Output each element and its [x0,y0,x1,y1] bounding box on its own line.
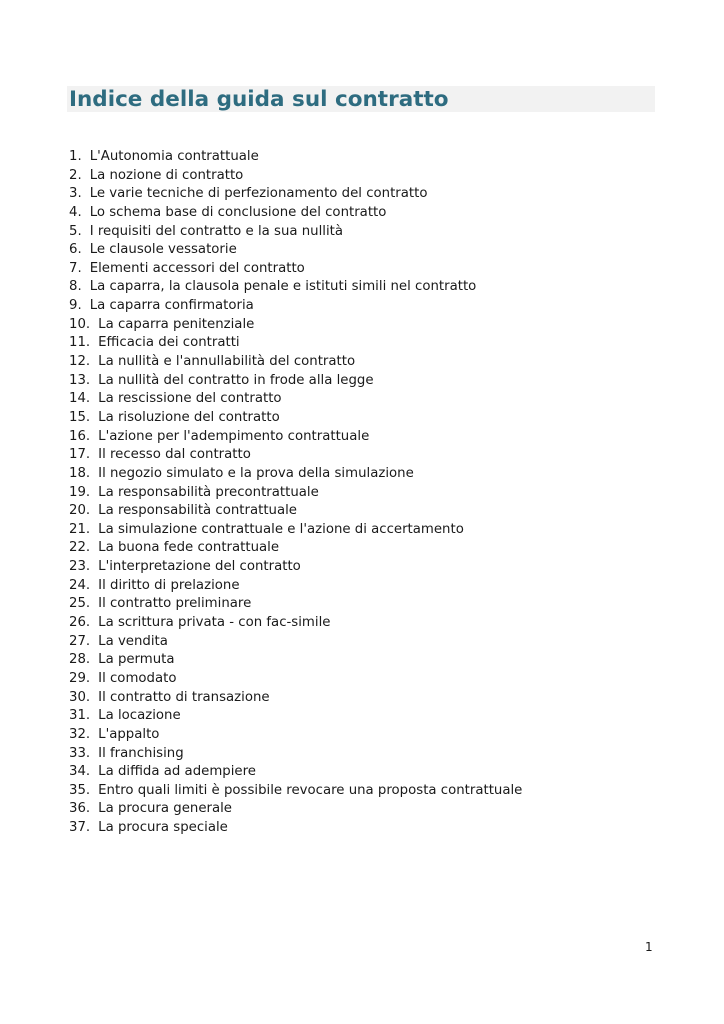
toc-item-number: 18. [69,465,91,481]
toc-item [69,372,522,391]
toc-item-label: La risoluzione del contratto [98,409,280,425]
toc-item-label: Le clausole vessatorie [89,242,237,258]
toc-item-number: 12. [69,354,91,370]
toc-item [69,502,522,521]
toc-item-label: La responsabilità precontrattuale [98,484,319,500]
toc-item-label: Il franchising [98,745,184,761]
toc-item-number: 19. [69,484,91,500]
toc-item-number: 16. [69,428,91,444]
toc-item [69,278,522,297]
toc-item [69,521,522,540]
toc-item-number: 11. [69,335,91,351]
toc-item [69,446,522,465]
toc-item-number: 23. [69,559,91,575]
toc-item-number: 8. [69,279,82,295]
toc-item [69,633,522,652]
toc-item [69,707,522,726]
toc-item [69,241,522,260]
toc-item-number: 32. [69,726,91,742]
toc-item-number: 26. [69,615,91,631]
toc-item-label: L'azione per l'adempimento contrattuale [98,428,370,444]
toc-item [69,539,522,558]
toc-item [69,689,522,708]
toc-item-label: Il negozio simulato e la prova della simulazione [98,465,414,481]
toc-item [69,428,522,447]
toc-item-number: 29. [69,670,91,686]
toc-item-label: L'appalto [98,726,160,742]
toc-item-label: Il diritto di prelazione [98,577,240,593]
toc-item-number: 6. [69,242,82,258]
toc-item [69,763,522,782]
toc-item-number: 33. [69,745,91,761]
toc-item-number: 25. [69,596,91,612]
toc-item-label: La locazione [98,708,181,724]
toc-item [69,651,522,670]
toc-item [69,745,522,764]
toc-item-label: Il comodato [98,670,177,686]
toc-item-label: La procura speciale [98,820,228,836]
toc-item-number: 22. [69,540,91,556]
toc-item-label: Lo schema base di conclusione del contratto [89,204,387,220]
toc-item-number: 3. [69,186,82,202]
toc-item [69,726,522,745]
toc-item-number: 5. [69,223,82,239]
toc-item-label: La rescissione del contratto [98,391,282,407]
toc-item-label: La caparra penitenziale [98,316,255,332]
toc-item [69,819,522,838]
toc-item-label: Le varie tecniche di perfezionamento del contratto [89,186,428,202]
toc-item [69,185,522,204]
toc-item [69,577,522,596]
toc-item [69,223,522,242]
toc-item-number: 15. [69,409,91,425]
toc-item-label: La nozione di contratto [89,167,244,183]
toc-item-number: 17. [69,447,91,463]
toc-item-number: 14. [69,391,91,407]
toc-item-label: Entro quali limiti è possibile revocare una proposta contrattuale [98,782,523,798]
toc-item [69,670,522,689]
toc-item [69,260,522,279]
toc-item-number: 20. [69,503,91,519]
toc-item-label: L'interpretazione del contratto [98,559,301,575]
toc-item [69,782,522,801]
toc-item [69,484,522,503]
toc-item-label: La nullità e l'annullabilità del contratto [98,354,356,370]
toc-item-number: 28. [69,652,91,668]
toc-item-number: 37. [69,820,91,836]
page-number: 1 [645,940,653,954]
toc-item-label: L'Autonomia contrattuale [89,149,259,164]
toc-item-label: Efficacia dei contratti [98,335,240,351]
toc-item-label: La vendita [98,633,168,649]
toc-item [69,558,522,577]
toc-item-number: 1. [69,149,82,164]
toc-item-number: 35. [69,782,91,798]
toc-item-label: La scrittura privata - con fac-simile [98,615,331,631]
toc-item-number: 9. [69,298,82,314]
toc-item-number: 36. [69,801,91,817]
toc-item [69,465,522,484]
toc-item [69,390,522,409]
toc-item [69,316,522,335]
toc-item [69,595,522,614]
page-title: Indice della guida sul contratto [69,87,449,112]
toc-item-label: Il recesso dal contratto [98,447,251,463]
toc-item-number: 24. [69,577,91,593]
toc-item-number: 27. [69,633,91,649]
toc-item-label: La diffida ad adempiere [98,764,256,780]
toc-item [69,167,522,186]
toc-item-label: Elementi accessori del contratto [89,260,305,276]
toc-item [69,409,522,428]
table-of-contents [69,148,522,838]
toc-item [69,204,522,223]
toc-item [69,334,522,353]
toc-item-number: 2. [69,167,82,183]
toc-item-label: La simulazione contrattuale e l'azione di accertamento [98,521,464,537]
toc-item-label: La permuta [98,652,175,668]
toc-item-label: La buona fede contrattuale [98,540,280,556]
toc-item-label: Il contratto di transazione [98,689,270,705]
toc-item [69,297,522,316]
toc-item [69,148,522,167]
toc-item-label: La caparra confirmatoria [89,298,254,314]
toc-item-number: 7. [69,260,82,276]
toc-item-number: 4. [69,204,82,220]
toc-item-number: 21. [69,521,91,537]
toc-item-label: I requisiti del contratto e la sua nullità [89,223,344,239]
toc-item-label: La caparra, la clausola penale e istituti simili nel contratto [89,279,477,295]
toc-item-number: 30. [69,689,91,705]
toc-item-number: 10. [69,316,91,332]
toc-item-number: 34. [69,764,91,780]
toc-item-number: 31. [69,708,91,724]
toc-item-number: 13. [69,372,91,388]
toc-item [69,353,522,372]
toc-item-label: Il contratto preliminare [98,596,252,612]
toc-item [69,800,522,819]
toc-item-label: La procura generale [98,801,232,817]
toc-item [69,614,522,633]
toc-item-label: La responsabilità contrattuale [98,503,297,519]
toc-item-label: La nullità del contratto in frode alla legge [98,372,374,388]
